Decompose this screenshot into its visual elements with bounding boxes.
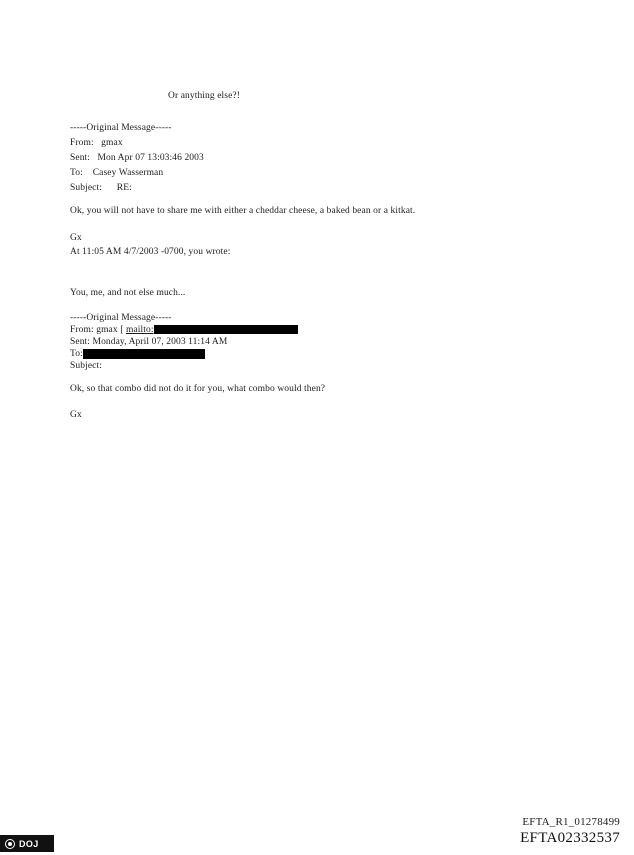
thread2-sent-row <box>70 336 227 348</box>
thread1-separator: -----Original Message----- <box>70 123 172 133</box>
thread2-to-label: To: <box>70 349 83 359</box>
thread1-sent-row <box>70 152 204 164</box>
thread2-from-row <box>70 324 298 336</box>
thread1-subject-row <box>70 182 132 194</box>
thread1-from-row <box>70 137 123 149</box>
doj-label: DOJ <box>19 838 39 849</box>
thread1-subject-value: RE: <box>116 183 132 193</box>
thread1-to-value: Casey Wasserman <box>92 168 164 178</box>
seal-icon <box>5 839 15 849</box>
redaction-bar-from <box>154 325 298 334</box>
redaction-bar-to <box>83 349 205 359</box>
greeting-line: Or anything else?! <box>168 91 240 101</box>
mailto-link[interactable]: mailto: <box>125 325 154 335</box>
bates-stamp <box>520 815 620 847</box>
bates-number-bottom: EFTA02332537 <box>520 830 620 846</box>
thread1-quoted-body: You, me, and not else much... <box>70 288 186 298</box>
thread2-to-row <box>70 348 205 360</box>
thread2-subject-label: Subject: <box>70 361 102 371</box>
thread1-from-label: From: <box>70 138 94 148</box>
thread1-from-value: gmax <box>101 138 123 148</box>
thread2-sent-value: Monday, April 07, 2003 11:14 AM <box>92 337 228 347</box>
thread2-signature: Gx <box>70 410 82 420</box>
bates-number-top: EFTA_R1_01278499 <box>522 816 620 828</box>
doj-watermark <box>0 835 54 852</box>
thread1-signature: Gx <box>70 233 82 243</box>
thread2-subject-row <box>70 360 102 372</box>
thread1-subject-label: Subject: <box>70 183 102 193</box>
thread1-to-row <box>70 167 163 179</box>
thread1-body: Ok, you will not have to share me with either a cheddar cheese, a baked bean or a kitkat. <box>70 206 416 216</box>
thread2-separator: -----Original Message----- <box>70 313 172 323</box>
thread2-body: Ok, so that combo did not do it for you, what combo would then? <box>70 384 326 394</box>
thread2-from-value: gmax [ <box>96 325 124 335</box>
thread1-to-label: To: <box>70 168 83 178</box>
thread1-quote-intro: At 11:05 AM 4/7/2003 -0700, you wrote: <box>70 247 231 257</box>
thread1-sent-value: Mon Apr 07 13:03:46 2003 <box>97 153 204 163</box>
thread2-sent-label: Sent: <box>70 337 91 347</box>
thread1-sent-label: Sent: <box>70 153 91 163</box>
thread2-from-label: From: <box>70 325 94 335</box>
